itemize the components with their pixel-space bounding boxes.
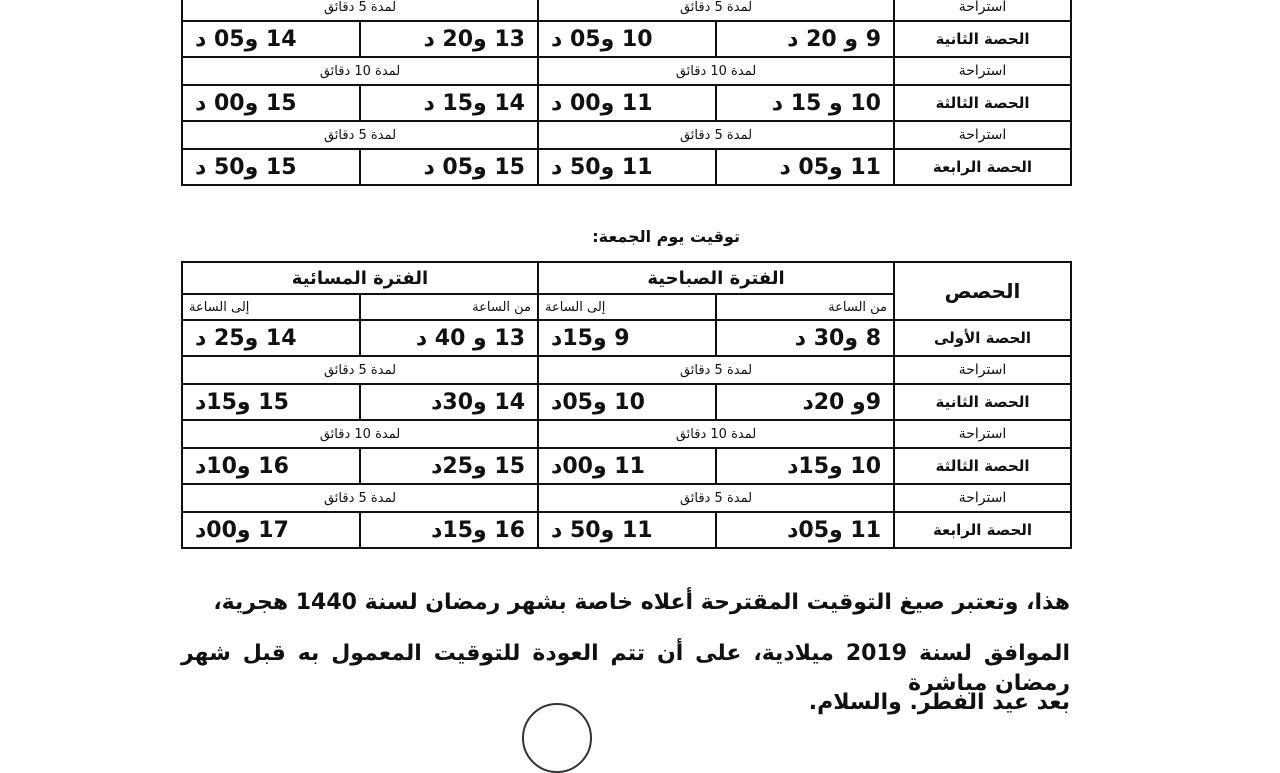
break-duration-evening: لمدة 10 دقائق bbox=[182, 420, 538, 448]
sessions-header: الحصص bbox=[894, 262, 1071, 320]
break-duration-evening: لمدة 5 دقائق bbox=[182, 356, 538, 384]
evening-to-header: إلى الساعة bbox=[182, 294, 360, 320]
table-row bbox=[182, 512, 1071, 548]
break-label: استراحة bbox=[894, 57, 1071, 85]
break-label: استراحة bbox=[894, 0, 1071, 21]
morning-from-time: 11 و05 د bbox=[716, 149, 894, 185]
table-row bbox=[182, 0, 1071, 21]
evening-to-time: 16 و10د bbox=[182, 448, 360, 484]
session-label: الحصة الثانية bbox=[894, 21, 1071, 57]
break-duration-evening: لمدة 5 دقائق bbox=[182, 484, 538, 512]
break-label: استراحة bbox=[894, 484, 1071, 512]
schedule-table-friday bbox=[181, 261, 1072, 549]
table-row bbox=[182, 85, 1071, 121]
stamp-seal bbox=[522, 703, 592, 773]
morning-to-time: 11 و00د bbox=[538, 448, 716, 484]
break-duration-morning: لمدة 10 دقائق bbox=[538, 57, 894, 85]
break-duration-morning: لمدة 5 دقائق bbox=[538, 484, 894, 512]
evening-to-time: 15 و00 د bbox=[182, 85, 360, 121]
table-row bbox=[182, 149, 1071, 185]
evening-to-time: 15 و50 د bbox=[182, 149, 360, 185]
table-row bbox=[182, 484, 1071, 512]
session-label: الحصة الثالثة bbox=[894, 448, 1071, 484]
morning-from-time: 11 و05د bbox=[716, 512, 894, 548]
evening-to-time: 17 و00د bbox=[182, 512, 360, 548]
evening-from-time: 16 و15د bbox=[360, 512, 538, 548]
evening-from-time: 14 و15 د bbox=[360, 85, 538, 121]
table-row bbox=[182, 57, 1071, 85]
morning-from-time: 9 و 20 د bbox=[716, 21, 894, 57]
morning-to-time: 11 و50 د bbox=[538, 512, 716, 548]
morning-from-time: 10 و 15 د bbox=[716, 85, 894, 121]
morning-to-time: 9 و15د bbox=[538, 320, 716, 356]
evening-period-header: الفترة المسائية bbox=[182, 262, 538, 294]
break-duration-evening: لمدة 10 دقائق bbox=[182, 57, 538, 85]
morning-to-time: 11 و50 د bbox=[538, 149, 716, 185]
session-label: الحصة الأولى bbox=[894, 320, 1071, 356]
break-duration-evening: لمدة 5 دقائق bbox=[182, 0, 538, 21]
morning-to-header: إلى الساعة bbox=[538, 294, 716, 320]
break-label: استراحة bbox=[894, 356, 1071, 384]
evening-from-time: 15 و05 د bbox=[360, 149, 538, 185]
evening-from-time: 13 و 40 د bbox=[360, 320, 538, 356]
morning-from-time: 10 و15د bbox=[716, 448, 894, 484]
break-duration-evening: لمدة 5 دقائق bbox=[182, 121, 538, 149]
table-row bbox=[182, 21, 1071, 57]
schedule-table-regular bbox=[181, 0, 1072, 186]
morning-from-time: 9و 20د bbox=[716, 384, 894, 420]
morning-from-time: 8 و30 د bbox=[716, 320, 894, 356]
break-label: استراحة bbox=[894, 420, 1071, 448]
session-label: الحصة الرابعة bbox=[894, 512, 1071, 548]
morning-to-time: 10 و05د bbox=[538, 384, 716, 420]
evening-from-time: 13 و20 د bbox=[360, 21, 538, 57]
morning-to-time: 10 و05 د bbox=[538, 21, 716, 57]
table-header-row bbox=[182, 262, 1071, 294]
session-label: الحصة الرابعة bbox=[894, 149, 1071, 185]
closing-paragraph-line: هذا، وتعتبر صيغ التوقيت المقترحة أعلاه خاصة بشهر رمضان لسنة 1440 هجرية، bbox=[213, 590, 1070, 615]
table-row bbox=[182, 384, 1071, 420]
evening-from-header: من الساعة bbox=[360, 294, 538, 320]
evening-to-time: 14 و05 د bbox=[182, 21, 360, 57]
break-duration-morning: لمدة 5 دقائق bbox=[538, 0, 894, 21]
closing-paragraph-line: بعد عيد الفطر. والسلام. bbox=[808, 690, 1070, 715]
evening-to-time: 15 و15د bbox=[182, 384, 360, 420]
morning-period-header: الفترة الصباحية bbox=[538, 262, 894, 294]
session-label: الحصة الثانية bbox=[894, 384, 1071, 420]
morning-to-time: 11 و00 د bbox=[538, 85, 716, 121]
break-duration-morning: لمدة 5 دقائق bbox=[538, 356, 894, 384]
friday-schedule-title: توقيت يوم الجمعة: bbox=[592, 227, 740, 246]
evening-from-time: 14 و30د bbox=[360, 384, 538, 420]
table-row bbox=[182, 121, 1071, 149]
evening-to-time: 14 و25 د bbox=[182, 320, 360, 356]
table-row bbox=[182, 448, 1071, 484]
evening-from-time: 15 و25د bbox=[360, 448, 538, 484]
table-row bbox=[182, 356, 1071, 384]
break-label: استراحة bbox=[894, 121, 1071, 149]
session-label: الحصة الثالثة bbox=[894, 85, 1071, 121]
table-row bbox=[182, 420, 1071, 448]
table-row bbox=[182, 320, 1071, 356]
morning-from-header: من الساعة bbox=[716, 294, 894, 320]
break-duration-morning: لمدة 10 دقائق bbox=[538, 420, 894, 448]
break-duration-morning: لمدة 5 دقائق bbox=[538, 121, 894, 149]
closing-paragraph-line: الموافق لسنة 2019 ميلادية، على أن تتم العودة للتوقيت المعمول به قبل شهر رمضان مباشرة bbox=[181, 641, 1070, 696]
